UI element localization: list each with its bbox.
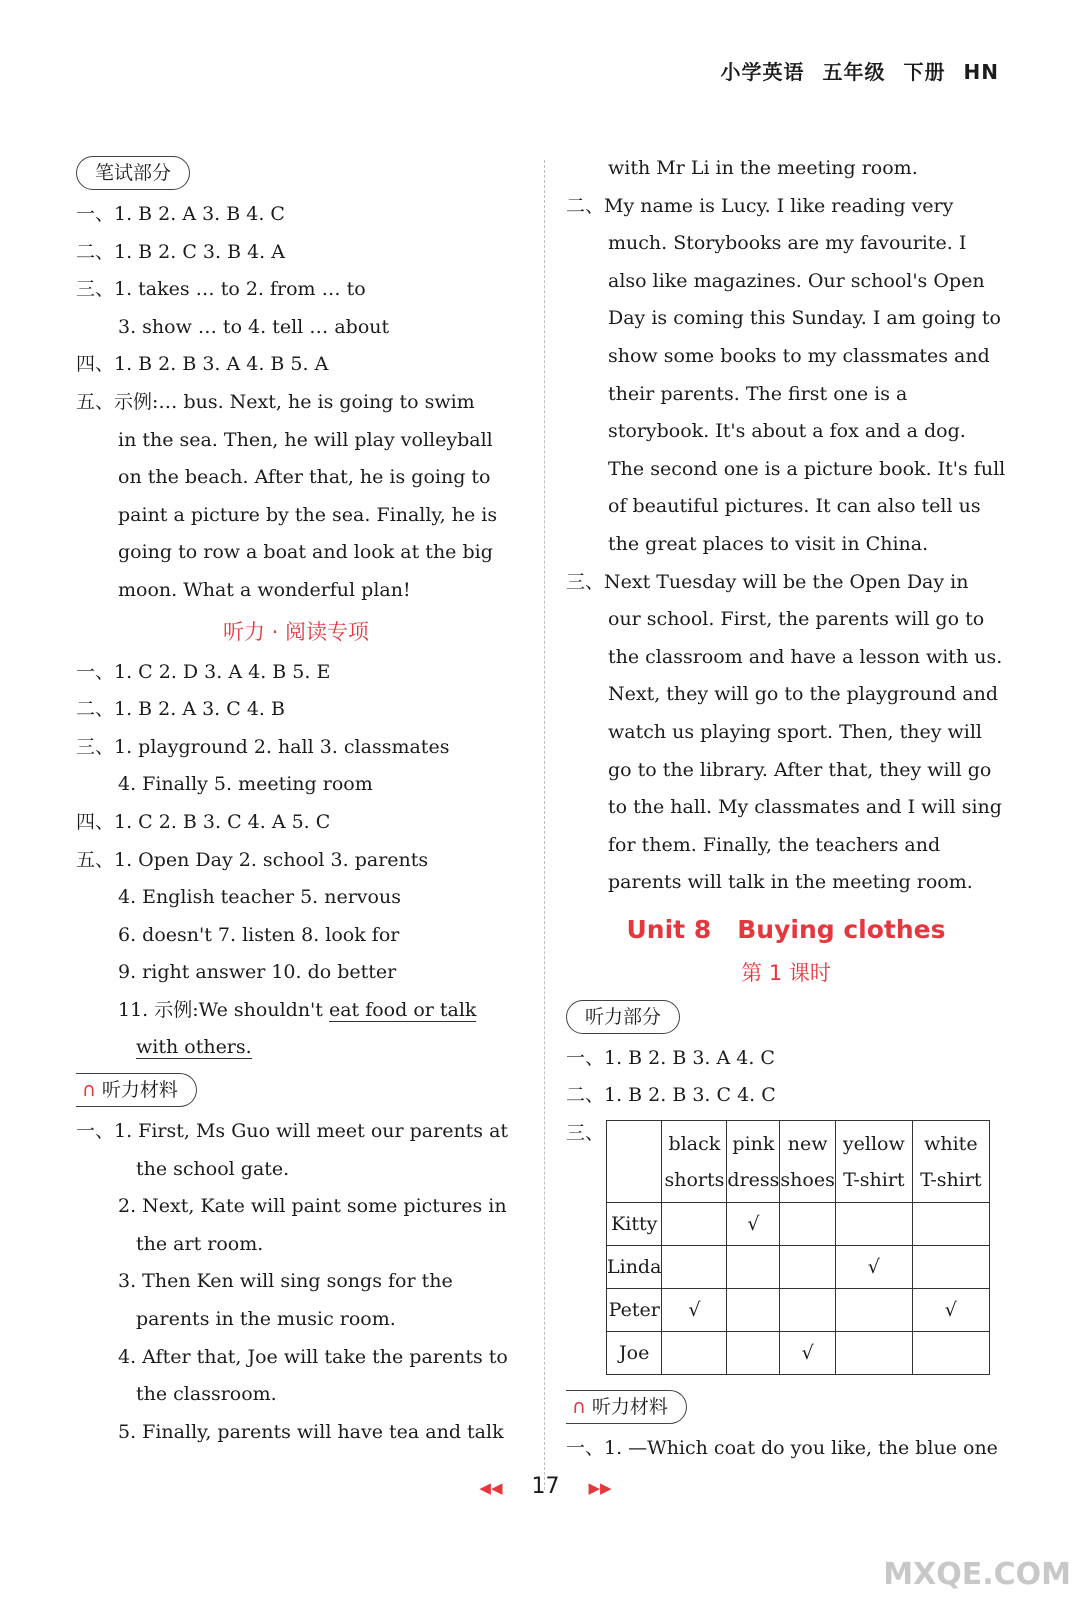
check-cell xyxy=(780,1203,835,1246)
check-cell xyxy=(662,1332,727,1375)
answer-line: 三、1. takes … to 2. from … to xyxy=(76,278,366,301)
material-label-text: 听力材料 xyxy=(101,1079,178,1102)
table-row xyxy=(607,1332,990,1375)
check-cell xyxy=(662,1246,727,1289)
check-cell xyxy=(835,1332,912,1375)
answer-line: 9. right answer 10. do better xyxy=(118,961,397,984)
unit-number: Unit 8 xyxy=(626,914,712,944)
answer-line: 五、1. Open Day 2. school 3. parents xyxy=(76,848,429,871)
answer-11-cont: with others. xyxy=(136,1036,252,1059)
writing-answer xyxy=(76,384,516,610)
check-cell: √ xyxy=(727,1203,780,1246)
clothes-table xyxy=(606,1120,990,1375)
row-name: Linda xyxy=(607,1246,662,1289)
text-line: 二、My name is Lucy. I like reading very xyxy=(566,194,954,217)
text-line: 五、示例:… bus. Next, he is going to swim xyxy=(76,390,475,413)
text-line: the classroom and have a lesson with us. xyxy=(608,645,1003,668)
check-cell xyxy=(662,1203,727,1246)
check-cell xyxy=(780,1289,835,1332)
right-column xyxy=(566,150,1006,1153)
answer-line xyxy=(76,992,516,1030)
answer-line xyxy=(76,1029,516,1067)
row-name: Peter xyxy=(607,1289,662,1332)
check-cell xyxy=(727,1289,780,1332)
text-line: much. Storybooks are my favourite. I xyxy=(608,232,967,255)
table-row xyxy=(607,1246,990,1289)
check-cell xyxy=(912,1246,989,1289)
check-cell: √ xyxy=(662,1289,727,1332)
answer-line: 二、1. B 2. B 3. C 4. C xyxy=(566,1084,776,1107)
text-line: The second one is a picture book. It's full xyxy=(608,457,1006,480)
listening-label: 听力部分 xyxy=(566,1000,680,1034)
text-line: show some books to my classmates and xyxy=(608,344,990,367)
page-header xyxy=(703,56,999,85)
text-line: 5. Finally, parents will have tea and talk xyxy=(118,1420,504,1443)
text-line: also like magazines. Our school's Open xyxy=(608,269,985,292)
answer-line: 3. show … to 4. tell … about xyxy=(118,315,390,338)
check-cell xyxy=(727,1246,780,1289)
watermark: MXQE.COM xyxy=(883,1557,1071,1592)
text-line: with Mr Li in the meeting room. xyxy=(608,157,918,179)
check-cell: √ xyxy=(912,1289,989,1332)
header-edition: HN xyxy=(963,60,999,84)
header-volume: 下册 xyxy=(903,60,946,84)
header-subject: 小学英语 xyxy=(720,60,805,84)
text-line: the classroom. xyxy=(136,1383,277,1406)
check-cell xyxy=(912,1203,989,1246)
next-arrows-icon: ▶▶ xyxy=(588,1479,612,1497)
table-row xyxy=(607,1289,990,1332)
unit-title xyxy=(566,902,1006,952)
text-line: parents will talk in the meeting room. xyxy=(608,871,973,894)
table-header-row xyxy=(607,1121,990,1203)
answer-line: 4. English teacher 5. nervous xyxy=(118,886,401,909)
check-cell: √ xyxy=(835,1246,912,1289)
answer-line: 四、1. B 2. B 3. A 4. B 5. A xyxy=(76,353,329,376)
section-title: 听力 · 阅读专项 xyxy=(222,619,370,644)
text-line: storybook. It's about a fox and a dog. xyxy=(608,420,966,443)
header-grade: 五年级 xyxy=(822,60,886,84)
answer-line: 二、1. B 2. A 3. C 4. B xyxy=(76,698,285,721)
answer-line: 三、1. playground 2. hall 3. classmates xyxy=(76,735,450,758)
check-cell: √ xyxy=(780,1332,835,1375)
text-line: 三、Next Tuesday will be the Open Day in xyxy=(566,570,969,593)
material-label-text: 听力材料 xyxy=(591,1396,668,1418)
answer-line: 一、1. B 2. A 3. B 4. C xyxy=(76,203,285,225)
row-name: Joe xyxy=(607,1332,662,1375)
table-header: yellow T-shirt xyxy=(835,1121,912,1203)
check-cell xyxy=(835,1203,912,1246)
table-row xyxy=(607,1203,990,1246)
text-line: the art room. xyxy=(136,1232,264,1255)
row-name: Kitty xyxy=(607,1203,662,1246)
text-line: the great places to visit in China. xyxy=(608,532,929,555)
answer-11-prefix: 11. 示例:We shouldn't xyxy=(118,998,329,1021)
text-line: go to the library. After that, they will go xyxy=(608,758,992,781)
check-cell xyxy=(727,1332,780,1375)
text-line: our school. First, the parents will go to xyxy=(608,608,985,631)
headphones-icon: ∩ xyxy=(82,1079,96,1102)
page-number: 17 xyxy=(531,1474,560,1499)
text-line: 2. Next, Kate will paint some pictures in xyxy=(118,1195,507,1218)
text-line: in the sea. Then, he will play volleyball xyxy=(118,428,493,451)
written-label: 笔试部分 xyxy=(76,156,190,190)
prev-arrows-icon: ◀◀ xyxy=(479,1479,503,1497)
table-header: white T-shirt xyxy=(912,1121,989,1203)
material-label xyxy=(566,1390,687,1424)
table-header: black shorts xyxy=(662,1121,727,1203)
lesson-title: 第 1 课时 xyxy=(741,960,831,985)
unit-name: Buying clothes xyxy=(737,914,946,944)
text-line: 4. After that, Joe will take the parents to xyxy=(118,1345,508,1368)
answer-line: 一、1. C 2. D 3. A 4. B 5. E xyxy=(76,660,331,683)
table-header: pink dress xyxy=(727,1121,780,1203)
text-line: on the beach. After that, he is going to xyxy=(118,466,491,489)
answer-line: 4. Finally 5. meeting room xyxy=(118,773,373,796)
text-line: for them. Finally, the teachers and xyxy=(608,833,941,856)
answer-line: 6. doesn't 7. listen 8. look for xyxy=(118,923,400,946)
check-cell xyxy=(912,1332,989,1375)
headphones-icon: ∩ xyxy=(572,1396,586,1418)
table-corner xyxy=(607,1121,662,1203)
text-line: watch us playing sport. Then, they will xyxy=(608,720,982,743)
left-column xyxy=(76,150,516,1451)
text-line: the school gate. xyxy=(136,1157,290,1180)
text-line: 一、1. —Which coat do you like, the blue one xyxy=(566,1437,998,1459)
text-line: Next, they will go to the playground and xyxy=(608,683,999,706)
answer-line: 一、1. B 2. B 3. A 4. C xyxy=(566,1046,775,1069)
page-footer xyxy=(0,1474,1091,1499)
text-line: 一、1. First, Ms Guo will meet our parents at xyxy=(76,1120,509,1143)
answer-line: 四、1. C 2. B 3. C 4. A 5. C xyxy=(76,810,331,833)
answer-11-underlined: eat food or talk xyxy=(328,998,477,1021)
answer-line: 三、 xyxy=(566,1122,605,1145)
text-line: going to row a boat and look at the big xyxy=(118,541,493,564)
text-line: Day is coming this Sunday. I am going to xyxy=(608,307,1001,330)
answer-line: 二、1. B 2. C 3. B 4. A xyxy=(76,240,285,263)
text-line: paint a picture by the sea. Finally, he is xyxy=(118,503,498,526)
table-header: new shoes xyxy=(780,1121,835,1203)
material-label xyxy=(76,1073,197,1107)
column-divider xyxy=(544,160,545,1490)
check-cell xyxy=(835,1289,912,1332)
text-line: their parents. The first one is a xyxy=(608,382,908,405)
right-column-bottom xyxy=(566,1384,1006,1468)
text-line: parents in the music room. xyxy=(136,1308,396,1331)
text-line: to the hall. My classmates and I will sing xyxy=(608,796,1002,819)
text-line: of beautiful pictures. It can also tell us xyxy=(608,495,981,518)
text-line: moon. What a wonderful plan! xyxy=(118,578,411,601)
check-cell xyxy=(780,1246,835,1289)
text-line: 3. Then Ken will sing songs for the xyxy=(118,1270,453,1293)
